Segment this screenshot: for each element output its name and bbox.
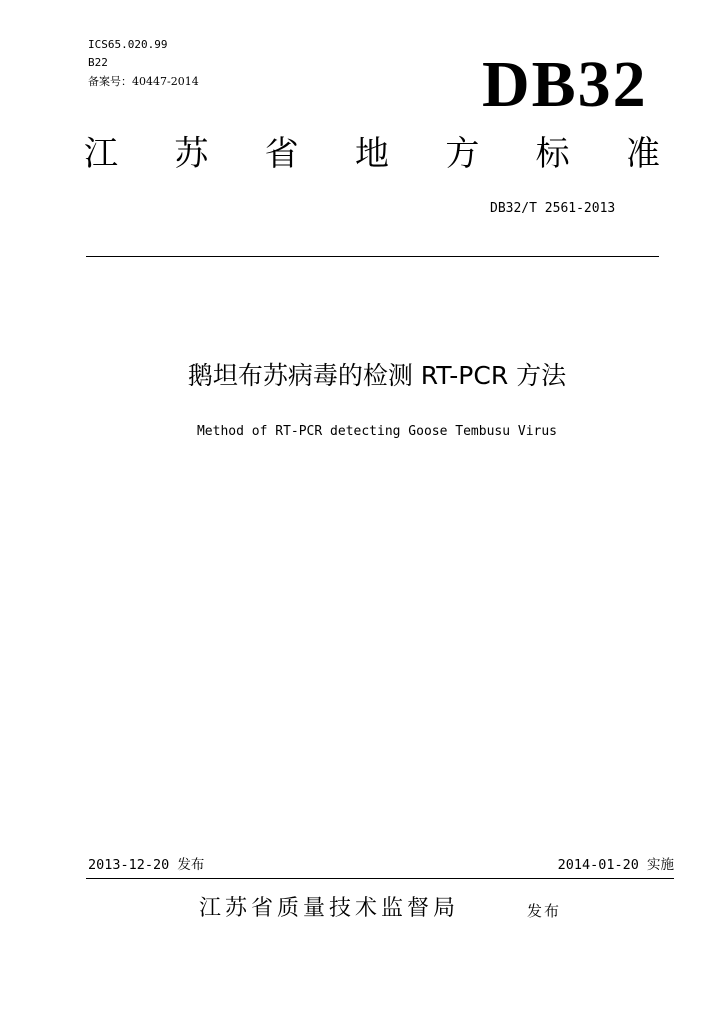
classification-code: B22 (88, 56, 108, 69)
standard-type-char: 江 (84, 134, 118, 174)
ics-code: ICS65.020.99 (88, 38, 168, 51)
standard-type-char: 地 (354, 134, 389, 174)
issuer-suffix: 发布 (527, 902, 562, 920)
db-logo: DB32 (482, 48, 648, 121)
issuer-name: 江苏省质量技术监督局 (199, 896, 460, 921)
filing-record (88, 75, 199, 89)
filing-number: 40447-2014 (132, 75, 199, 88)
implementation-date: 2014-01-20 实施 (557, 857, 674, 873)
standard-type-char: 准 (625, 134, 660, 174)
bottom-divider (86, 878, 674, 879)
standard-type-title (84, 132, 660, 176)
document-title-cn: 鹅坦布苏病毒的检测 RT-PCR 方法 (187, 361, 567, 390)
standard-number: DB32/T 2561-2013 (490, 201, 616, 216)
top-divider (86, 256, 659, 257)
standard-type-char: 方 (445, 134, 480, 174)
issue-date: 2013-12-20 发布 (88, 857, 205, 873)
document-title-en: Method of RT-PCR detecting Goose Tembusu Virus (196, 424, 558, 439)
standard-type-char: 省 (264, 134, 299, 174)
standard-type-char: 标 (535, 134, 570, 174)
standard-type-char: 苏 (174, 134, 209, 174)
filing-label: 备案号： (88, 75, 132, 88)
